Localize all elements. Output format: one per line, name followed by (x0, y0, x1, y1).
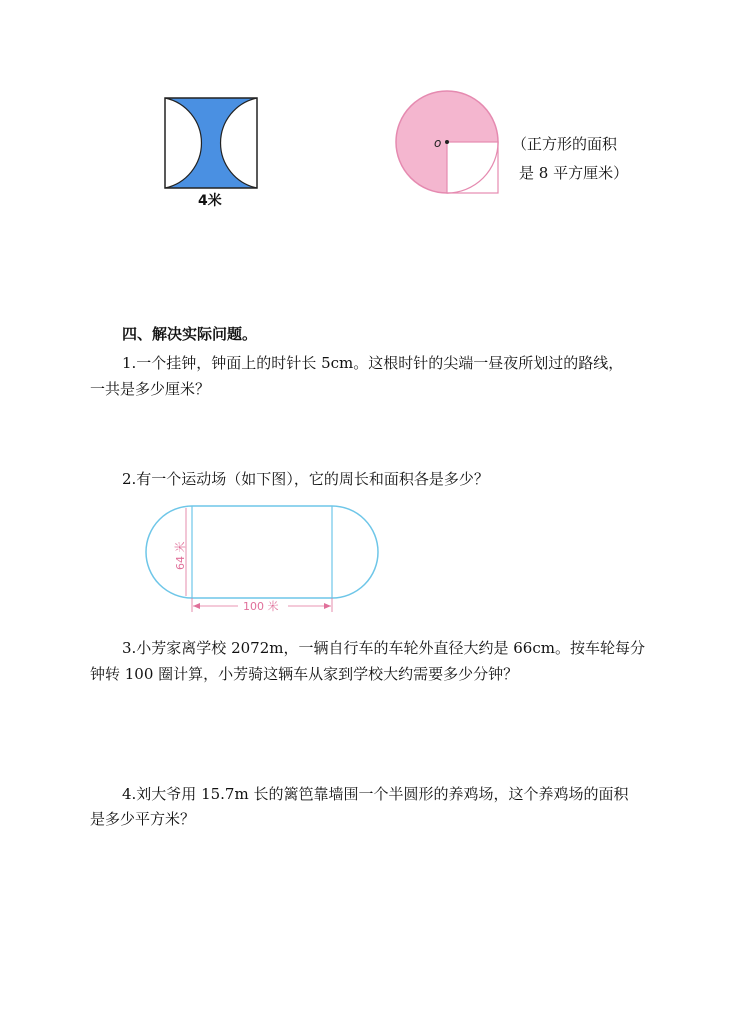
section-heading: 四、解决实际问题。 (122, 325, 258, 343)
length-arrow-right (324, 603, 331, 609)
problem-4-line2: 是多少平方米？ (90, 810, 196, 828)
center-dot (445, 140, 449, 144)
problem-1-line1: 1.一个挂钟，钟面上的时针长 5cm。这根时针的尖端一昼夜所划过的路线， (122, 354, 624, 372)
square-side-label: 4米 (198, 193, 222, 209)
problem-3-line2: 钟转 100 圈计算，小芳骑这辆车从家到学校大约需要多少分钟？ (90, 665, 519, 683)
inner-square (447, 142, 498, 193)
track-figure (140, 500, 385, 620)
square-semicircles-figure (160, 95, 265, 210)
problem-4-line1: 4.刘大爷用 15.7m 长的篱笆靠墙围一个半圆形的养鸡场，这个养鸡场的面积 (122, 785, 629, 803)
length-arrow-left (193, 603, 200, 609)
problem-3-line1: 3.小芳家离学校 2072m，一辆自行车的车轮外直径大约是 66cm。按车轮每分 (122, 639, 645, 657)
height-label: 64 米 (174, 541, 187, 570)
length-label: 100 米 (243, 600, 279, 613)
problem-2-line1: 2.有一个运动场（如下图），它的周长和面积各是多少？ (122, 470, 489, 488)
circle-note-line1: （正方形的面积 (512, 135, 618, 153)
circle-square-figure (390, 90, 510, 200)
circle-note-line2: 是 8 平方厘米） (519, 164, 629, 182)
problem-1-line2: 一共是多少厘米？ (90, 380, 211, 398)
center-label: o (434, 136, 442, 150)
